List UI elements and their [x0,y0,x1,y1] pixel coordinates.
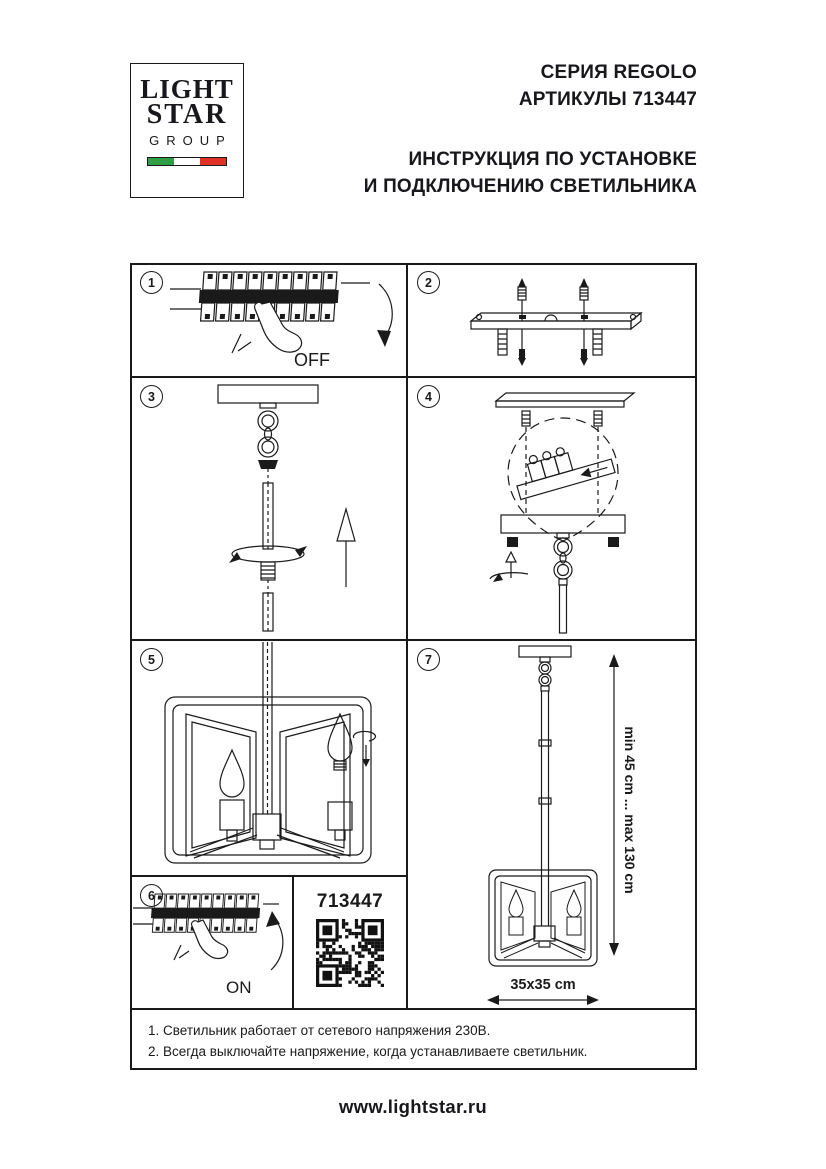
instruction-title-2: И ПОДКЛЮЧЕНИЮ СВЕТИЛЬНИКА [363,176,697,197]
step-4-canopy-wiring-diagram [408,381,696,637]
step-7-cell [407,640,697,1009]
qr-code [316,919,384,987]
article-number: 713447 [316,891,384,912]
step-3-cell [130,377,407,640]
rod [560,585,567,633]
wall-plug-right [593,329,602,355]
left-candle [220,750,244,841]
left-candle [509,890,523,935]
articles-title: АРТИКУЛЫ 713447 [518,89,697,110]
logo-word-group: GROUP [149,133,232,149]
step-6-cell [130,876,293,1009]
wall-plug-left [498,329,507,355]
italian-flag-icon [147,157,227,166]
series-title: СЕРИЯ REGOLO [540,62,697,83]
step-6-badge: 6 [140,884,163,907]
nut-right [608,537,619,547]
step-4-cell [407,377,697,640]
height-dimension-arrow [609,654,619,956]
off-arrow-icon [377,284,392,347]
step-2-cell [407,263,697,377]
step-5-badge: 5 [140,648,163,671]
step-7-dimensions-diagram [407,640,697,1008]
qr-cell [293,876,407,1009]
notes-block [130,1009,697,1070]
step-2-badge: 2 [417,271,440,294]
step-5-bulb-install-diagram [132,642,404,874]
rod-lower [263,593,273,631]
frame-size-label: 35x35 cm [510,977,576,993]
threaded-coupler [261,562,275,580]
width-dimension-arrow [487,995,599,1005]
rotate-arrow-icon [490,552,528,582]
screw-left [522,411,530,426]
cross-bar [501,515,625,533]
ceiling-plate [496,393,634,407]
center-hub [253,814,281,840]
step-6-breaker-on-diagram [131,878,291,1006]
anchor-screw-left [518,278,526,366]
ceiling-plate [519,646,571,657]
step-3-rod-assembly-diagram [133,383,403,635]
chain-links [554,538,572,579]
on-label: ON [226,978,252,997]
step-4-badge: 4 [417,385,440,408]
logo-word-light: LIGHT [140,74,234,104]
left-window [186,714,256,856]
height-range-label: min 45 cm ... max 130 cm [622,726,638,894]
note-2: 2. Всегда выключайте напряжение, когда устанавливаете светильник. [148,1044,588,1059]
right-window [280,714,350,856]
off-label: OFF [294,350,330,370]
lock-nut [258,460,278,469]
lightstar-logo [130,63,244,198]
step-2-bracket-diagram [409,265,694,373]
website-url: www.lightstar.ru [338,1096,488,1117]
step-1-breaker-off-diagram [144,267,402,373]
detail-balloon [508,418,618,541]
step-1-badge: 1 [140,271,163,294]
step-3-badge: 3 [140,385,163,408]
step-1-cell [130,263,407,377]
screw-in-arrow [353,731,375,741]
right-candle [567,890,581,935]
mounting-bar [471,313,641,329]
step-7-badge: 7 [417,648,440,671]
up-arrow-icon [337,509,355,587]
support-tubes [190,828,344,858]
on-arrow-icon [266,911,283,970]
pointing-hand-icon [174,920,228,960]
note-1: 1. Светильник работает от сетевого напряжения 230В. [148,1023,491,1038]
logo-word-star: STAR [146,99,228,131]
anchor-screw-right [580,278,588,366]
step-5-cell [130,640,407,876]
instruction-title-1: ИНСТРУКЦИЯ ПО УСТАНОВКЕ [408,149,697,170]
right-candle-inserting [328,714,375,840]
chain-links [258,411,278,457]
screw-right [594,411,602,426]
ceiling-plate [218,385,318,403]
nut-left [507,537,518,547]
